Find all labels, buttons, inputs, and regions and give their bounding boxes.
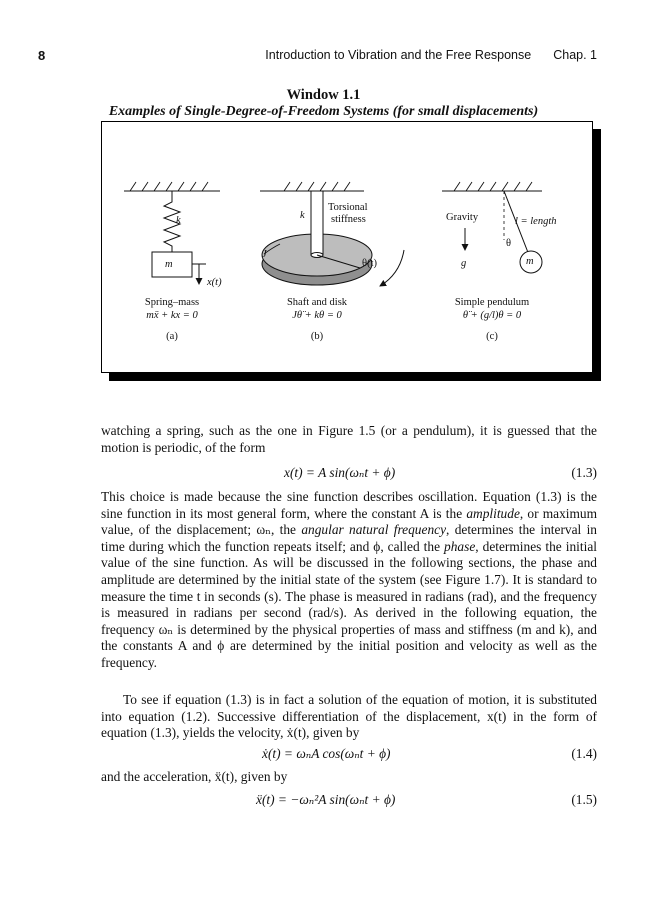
shaft-disk-diagram bbox=[260, 182, 404, 286]
term-amplitude: amplitude bbox=[466, 505, 520, 521]
para2-run: , determines the interval in time during which the function repeats itself; and ϕ, called the bbox=[101, 522, 597, 554]
equation-1-4: ẋ(t) = ωₙA cos(ωₙt + ϕ) bbox=[262, 746, 391, 761]
window-subtitle: Examples of Single-Degree-of-Freedom Systems (for small displacements) bbox=[108, 104, 539, 119]
paragraph-3-text: To see if equation (1.3) is in fact a solution of the equation of motion, it is substituted into equation (1.2). Successive differentiation of the displacement, x(t) in the form of equation (1.3), yields the velocity, ẋ(t), given by bbox=[101, 692, 597, 741]
angle-theta-label: θ(t) bbox=[362, 258, 377, 269]
equation-1-5-number: (1.5) bbox=[571, 792, 597, 807]
bob-m-label: m bbox=[526, 256, 534, 267]
mass-m-label: m bbox=[165, 259, 173, 270]
equation-1-3-number: (1.3) bbox=[571, 465, 597, 480]
caption-a: Spring–mass bbox=[144, 297, 200, 308]
equation-1-4-number: (1.4) bbox=[571, 746, 597, 761]
equation-c: θ̈ + (g/l)θ = 0 bbox=[462, 310, 522, 321]
inertia-j-label: J bbox=[262, 249, 267, 260]
paragraph-2 bbox=[101, 489, 597, 672]
caption-c: Simple pendulum bbox=[454, 297, 530, 308]
paragraph-1-text: watching a spring, such as the one in Figure 1.5 (or a pendulum), it is guessed that the motion is periodic, of the form bbox=[101, 423, 597, 455]
torsional-label: Torsional bbox=[328, 202, 368, 213]
term-angular-natural-frequency: angular natural frequency bbox=[301, 522, 447, 538]
running-header bbox=[265, 48, 597, 62]
g-label: g bbox=[461, 258, 467, 269]
caption-b: Shaft and disk bbox=[286, 297, 348, 308]
paragraph-4 bbox=[101, 769, 597, 786]
letter-a: (a) bbox=[166, 331, 178, 342]
shaft bbox=[311, 191, 323, 255]
stiffness-k-label: k bbox=[300, 210, 305, 221]
length-label: l = length bbox=[515, 216, 557, 227]
equation-b: Jθ̈ + kθ = 0 bbox=[292, 310, 342, 321]
stiffness-label: stiffness bbox=[331, 214, 366, 225]
gravity-label: Gravity bbox=[446, 212, 479, 223]
window-title: Window 1.1 bbox=[286, 87, 361, 103]
equation-a: mẍ + kx = 0 bbox=[146, 310, 198, 321]
displacement-label: x(t) bbox=[207, 277, 222, 288]
para2-run: This choice is made because the sine function describes oscillation. Equation (1.3) is the sine function in its most general form, where the constant A is the bbox=[101, 489, 597, 521]
pendulum-angle-label: θ bbox=[506, 238, 512, 249]
paragraph-3 bbox=[101, 692, 597, 742]
figure-box bbox=[101, 121, 593, 373]
chapter-label: Chap. 1 bbox=[553, 48, 597, 62]
letter-b: (b) bbox=[310, 331, 324, 342]
paragraph-4-text: and the acceleration, ẍ(t), given by bbox=[101, 769, 288, 784]
paragraph-1 bbox=[101, 423, 597, 456]
equation-1-3: x(t) = A sin(ωₙt + ϕ) bbox=[284, 465, 396, 480]
para2-run: , determines the initial value of the sine function. As will be discussed in the following sections, the phase and amplitude are determined by the initial state of the system (see Figure 1.7). It is standard to measure the time t in seconds (s). The phase is measured in radians (rad), and the frequency is measured in radians per second (rad/s). As derived in the following equation, the frequency ωₙ is determined by the physical properties of mass and stiffness (m and k), and the constants A and ϕ are determined by the initial position and velocity as well as the frequency. bbox=[101, 538, 597, 670]
para2-run: , or maximum value, of the displacement; ωₙ, the bbox=[101, 505, 598, 538]
letter-c: (c) bbox=[486, 331, 498, 342]
running-title: Introduction to Vibration and the Free Response bbox=[265, 48, 532, 62]
spring-k-label: k bbox=[176, 215, 181, 226]
rotation-arrow bbox=[380, 250, 404, 286]
page-number: 8 bbox=[38, 48, 46, 63]
equation-1-5: ẍ(t) = −ωₙ²A sin(ωₙt + ϕ) bbox=[256, 792, 396, 807]
term-phase: phase bbox=[444, 538, 476, 554]
paragraph-2-text bbox=[101, 489, 597, 672]
